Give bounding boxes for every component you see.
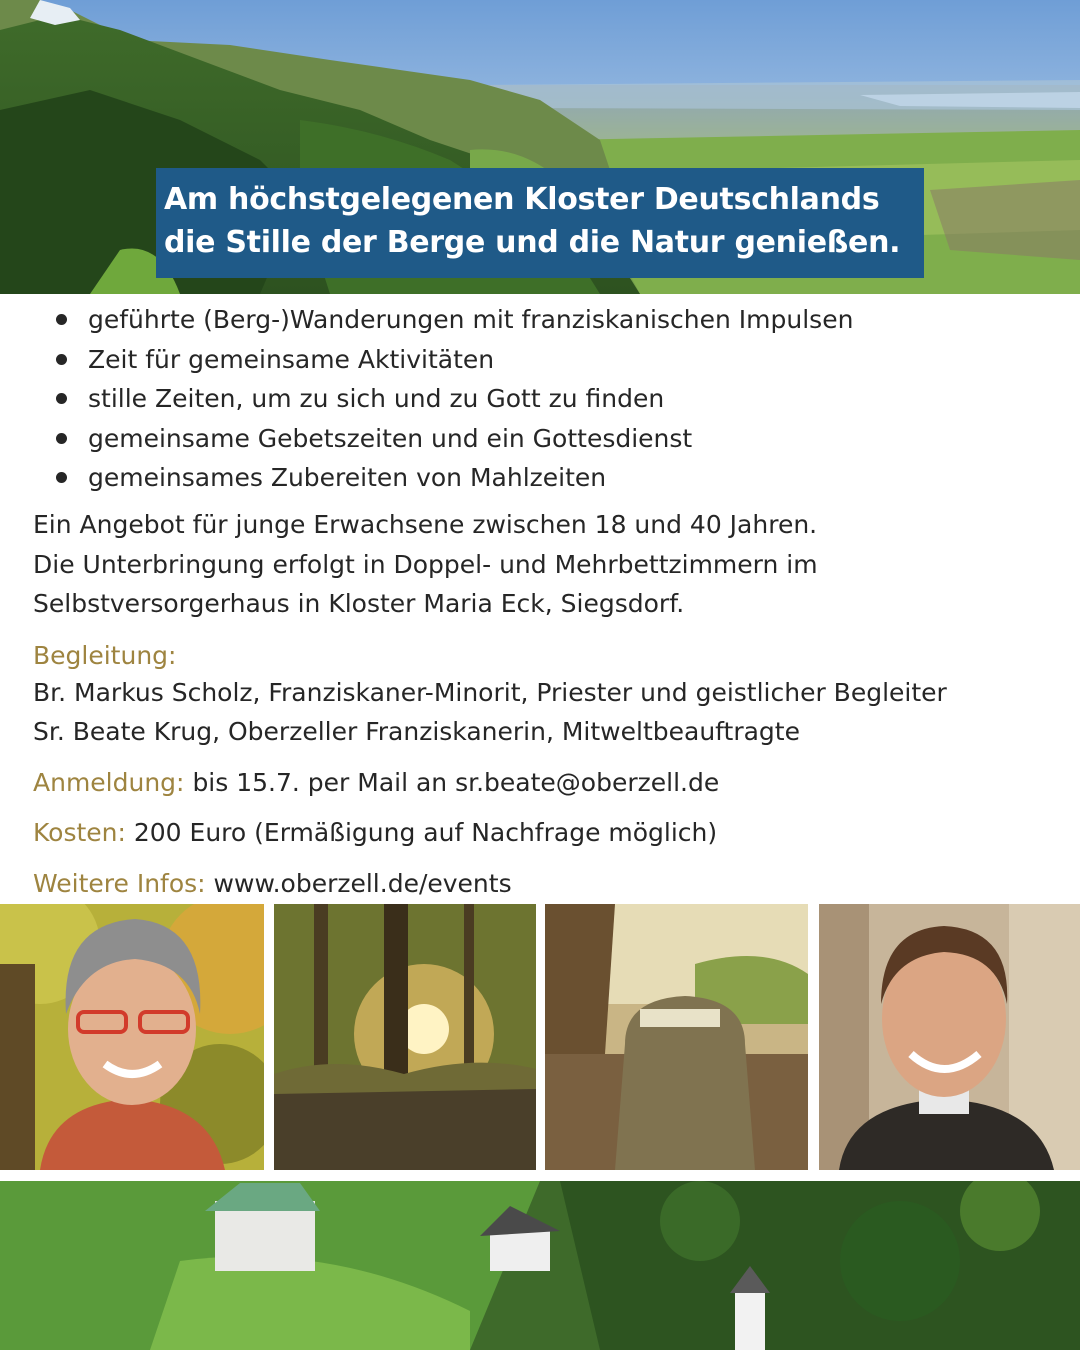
infos-label: Weitere Infos:: [33, 869, 206, 898]
intro-paragraph: [33, 505, 818, 624]
kosten-label: Kosten:: [33, 818, 126, 847]
begleitung-person-2: Sr. Beate Krug, Oberzeller Franziskanerin, Mitweltbeauftragte: [33, 717, 800, 746]
kosten-value: 200 Euro (Ermäßigung auf Nachfrage möglich): [133, 818, 718, 847]
activity-list: [56, 300, 853, 498]
list-item-text: Zeit für gemeinsame Aktivitäten: [88, 344, 495, 374]
aerial-monastery-photo: [0, 1181, 1080, 1350]
backpack-photo: [545, 904, 808, 1170]
list-item: [56, 379, 853, 419]
begleitung-person-1: Br. Markus Scholz, Franziskaner-Minorit, Priester und geistlicher Begleiter: [33, 678, 947, 707]
list-item-text: geführte (Berg-)Wanderungen mit franziskanischen Impulsen: [88, 305, 854, 334]
headline-line-2: die Stille der Berge und die Natur genießen.: [164, 225, 901, 260]
headline-line-1: Am höchstgelegenen Kloster Deutschlands: [164, 182, 880, 217]
list-item-text: gemeinsame Gebetszeiten und ein Gottesdienst: [88, 423, 693, 453]
portrait-photo-woman: [0, 904, 264, 1170]
bullet-icon: [56, 314, 67, 325]
bullet-icon: [56, 472, 67, 483]
intro-line-1: Ein Angebot für junge Erwachsene zwischen 18 und 40 Jahren.: [33, 510, 818, 539]
hero-landscape-photo: [0, 0, 1080, 294]
bullet-icon: [56, 393, 67, 404]
headline-banner: [156, 168, 924, 278]
kosten-row: [33, 813, 717, 853]
portrait-photo-man: [819, 904, 1080, 1170]
intro-line-2: Die Unterbringung erfolgt in Doppel- und Mehrbettzimmern im: [33, 549, 818, 579]
anmeldung-value: bis 15.7. per Mail an sr.beate@oberzell.de: [192, 768, 720, 797]
bullet-icon: [56, 354, 67, 365]
list-item: [56, 300, 853, 340]
anmeldung-label: Anmeldung:: [33, 768, 185, 797]
list-item-text: stille Zeiten, um zu sich und zu Gott zu finden: [88, 384, 665, 413]
bullet-icon: [56, 433, 67, 444]
infos-link: www.oberzell.de/events: [213, 869, 512, 898]
anmeldung-row: [33, 763, 719, 803]
begleitung-label: Begleitung:: [33, 641, 177, 670]
list-item-text: gemeinsames Zubereiten von Mahlzeiten: [88, 463, 607, 492]
intro-line-3: Selbstversorgerhaus in Kloster Maria Eck, Siegsdorf.: [33, 589, 685, 618]
infos-row: [33, 864, 512, 904]
list-item: [56, 458, 853, 498]
forest-sunset-photo: [274, 904, 536, 1170]
list-item: [56, 340, 853, 380]
list-item: [56, 419, 853, 459]
